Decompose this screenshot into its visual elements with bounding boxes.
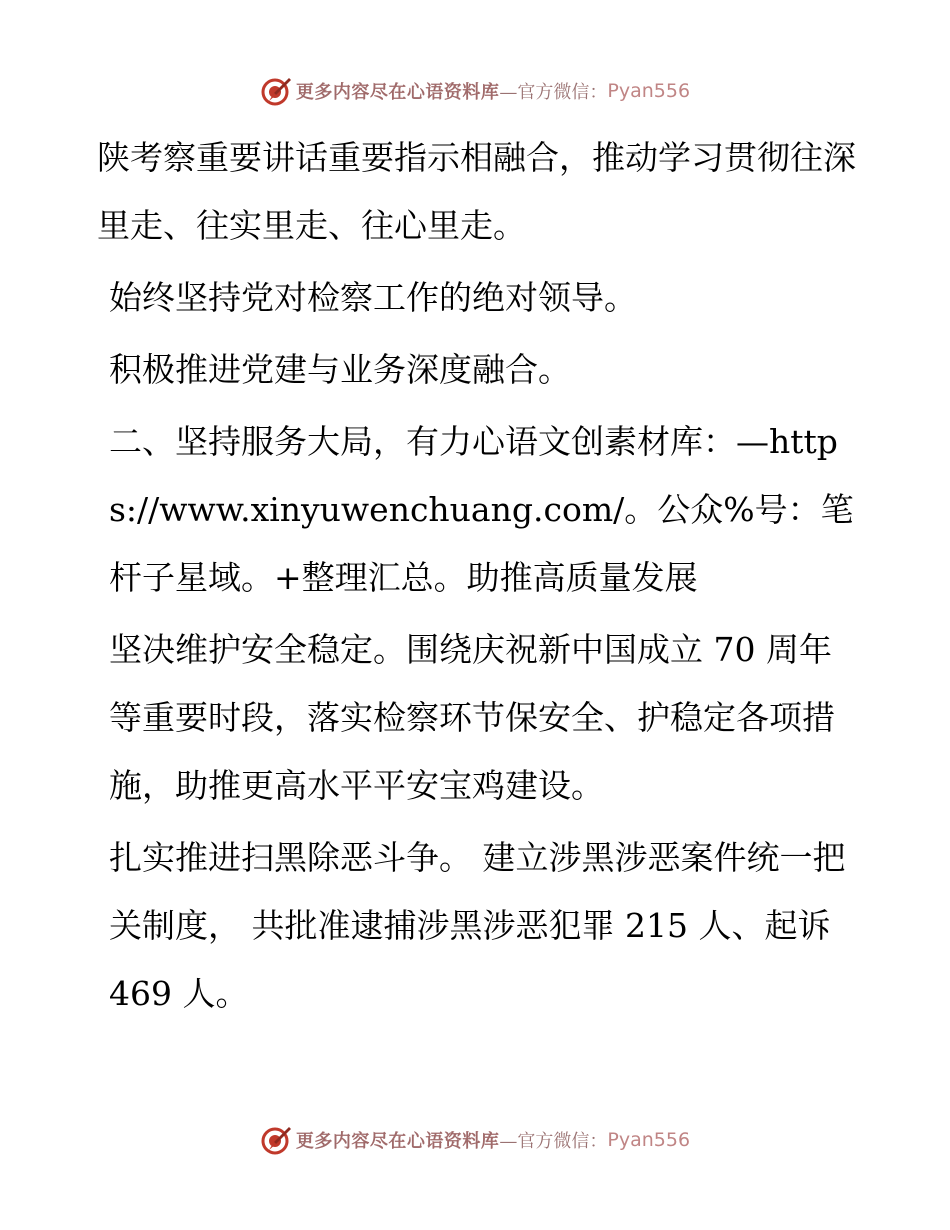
- banner-wechat-label: —官方微信：: [499, 82, 608, 103]
- banner-site-text: 更多内容尽在心语资料库: [295, 1131, 500, 1152]
- section-heading-serve-overall: 二、坚持服务大局，有力心语文创素材库：—https://www.xinyuwenchuang.com/。公众%号：笔杆子星域。+整理汇总。助推高质量发展: [109, 422, 854, 597]
- banner-site-text: 更多内容尽在心语资料库: [295, 82, 500, 103]
- quill-logo-icon: [260, 1124, 292, 1156]
- banner-wechat-label: —官方微信：: [499, 1131, 608, 1152]
- paragraph-continuation: 陕考察重要讲话重要指示相融合，推动学习贯彻往深里走、往实里走、往心里走。: [97, 138, 856, 245]
- paragraph-anti-crime: 扎实推进扫黑除恶斗争。 建立涉黑涉恶案件统一把关制度， 共批准逮捕涉黑涉恶犯罪 215 人、起诉 469 人。: [109, 838, 846, 1013]
- document-body: [97, 124, 857, 1032]
- banner-wechat-id: Pyan556: [607, 80, 691, 102]
- quill-logo-icon: [260, 75, 292, 107]
- header-watermark-banner: [0, 74, 950, 108]
- paragraph-security-stability: 坚决维护安全稳定。围绕庆祝新中国成立 70 周年等重要时段，落实检察环节保安全、护稳定各项措施，助推更高水平平安宝鸡建设。: [109, 630, 835, 805]
- footer-watermark-banner: [0, 1123, 950, 1157]
- paragraph-party-building: 积极推进党建与业务深度融合。: [109, 350, 571, 389]
- banner-wechat-id: Pyan556: [607, 1129, 691, 1151]
- paragraph-party-leadership: 始终坚持党对检察工作的绝对领导。: [109, 278, 637, 317]
